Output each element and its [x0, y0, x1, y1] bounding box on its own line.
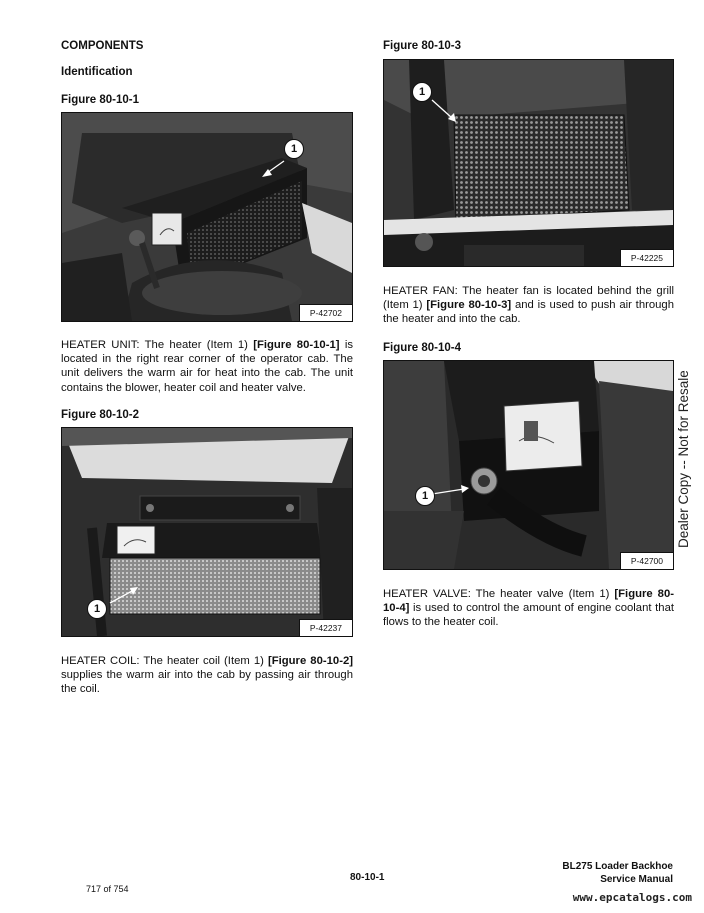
text-line: flows to the heater coil.: [383, 616, 499, 629]
heater-valve-paragraph: [383, 587, 674, 630]
figure-reference: [Figure 80-: [614, 588, 675, 600]
text-line: located in the right rear corner of the operator cab. The: [61, 353, 353, 366]
text-run: HEATER UNIT: The heater (Item 1): [61, 339, 254, 351]
figure-4-code: P-42700: [620, 552, 673, 569]
manual-name: Service Manual: [600, 874, 673, 885]
text-run: (Item 1): [383, 299, 427, 312]
figure-4-photo: [383, 360, 674, 570]
website-link[interactable]: www.epcatalogs.com: [572, 891, 692, 904]
text-line: unit delivers the warm air for heat into the cab. The unit: [61, 367, 353, 380]
figure-reference: [Figure 80-10-1]: [253, 339, 340, 351]
heater-coil-paragraph: [61, 654, 353, 697]
figure-1-photo: [61, 112, 353, 322]
text-run: is: [339, 339, 353, 351]
figure-reference: [Figure 80-10-2]: [267, 655, 353, 667]
text-run: HEATER COIL: The heater coil (Item 1): [61, 655, 268, 667]
figure-1-code: P-42702: [299, 304, 352, 321]
figure-2-callout: 1: [87, 599, 107, 619]
figure-2-label: Figure 80-10-2: [61, 409, 139, 421]
text-line: supplies the warm air into the cab by passing air through: [61, 669, 353, 682]
figure-4-label: Figure 80-10-4: [383, 342, 461, 354]
text-line: HEATER FAN: The heater fan is located behind the grill: [383, 285, 674, 297]
text-line: the coil.: [61, 683, 100, 696]
text-line: the heater and into the cab.: [383, 313, 521, 326]
dealer-copy-watermark: Dealer Copy -- Not for Resale: [676, 370, 691, 548]
text-run: is used to control the amount of engine coolant that: [409, 602, 674, 615]
product-name: BL275 Loader Backhoe: [562, 861, 673, 872]
figure-reference: [Figure 80-10-3]: [426, 299, 512, 312]
text-line: contains the blower, heater coil and heater valve.: [61, 381, 306, 394]
text-run: and is used to push air through: [511, 299, 675, 312]
figure-3-callout: 1: [412, 82, 432, 102]
section-title: COMPONENTS: [61, 40, 144, 52]
footer-product: [562, 860, 673, 886]
text-run: HEATER VALVE: The heater valve (Item 1): [383, 588, 615, 600]
figure-1-label: Figure 80-10-1: [61, 94, 139, 106]
page-count: 717 of 754: [86, 884, 129, 894]
figure-reference: 10-4]: [383, 602, 410, 615]
heater-fan-paragraph: [383, 284, 674, 327]
figure-3-code: P-42225: [620, 249, 673, 266]
figure-4-callout: 1: [415, 486, 435, 506]
figure-2-photo: [61, 427, 353, 637]
figure-1-callout: 1: [284, 139, 304, 159]
heater-unit-paragraph: [61, 338, 353, 395]
subsection-title: Identification: [61, 66, 133, 78]
figure-3-photo: [383, 59, 674, 267]
figure-3-label: Figure 80-10-3: [383, 40, 461, 52]
page-number: 80-10-1: [350, 872, 385, 883]
figure-2-code: P-42237: [299, 619, 352, 636]
